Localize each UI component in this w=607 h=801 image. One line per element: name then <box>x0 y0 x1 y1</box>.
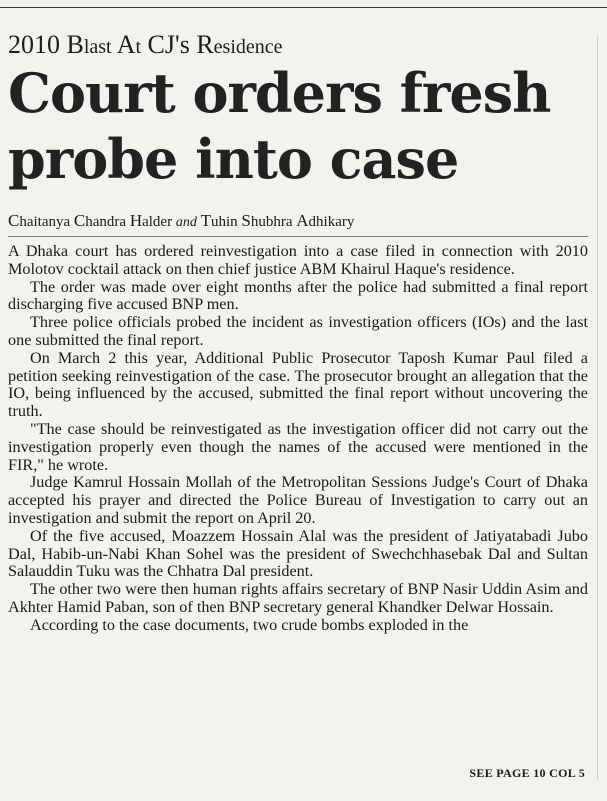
paragraph: Three police officials probed the incident as investigation officers (IOs) and the last one submitted the final report. <box>8 313 588 349</box>
kicker: 2010 Blast At CJ's Residence <box>8 30 283 59</box>
paragraph: The other two were then human rights affairs secretary of BNP Nasir Uddin Asim and Akhter Hamid Paban, son of then BNP secretary general Khandker Delwar Hossain. <box>8 580 588 616</box>
paragraph: According to the case documents, two crude bombs exploded in the <box>30 615 469 634</box>
byline-rule <box>8 236 588 237</box>
byline: Chaitanya Chandra Halder and Tuhin Shubhra Adhikary <box>8 211 355 230</box>
paragraph: The order was made over eight months after the police had submitted a final report discharging five accused BNP men. <box>8 277 588 314</box>
jump-line: SEE PAGE 10 COL 5 <box>469 766 585 780</box>
paragraph: "The case should be reinvestigated as the investigation officer did not carry out the investigation properly even though the names of the accused were mentioned in the FIR," he wrote. <box>8 419 588 474</box>
adjacent-column-edge <box>597 35 607 780</box>
article-body <box>8 243 588 635</box>
top-rule <box>0 7 607 8</box>
paragraph: A Dhaka court has ordered reinvestigation into a case filed in connection with 2010 Molotov cocktail attack on then chief justice ABM Khairul Haque's residence. <box>8 242 588 278</box>
paragraph: Judge Kamrul Hossain Mollah of the Metropolitan Sessions Judge's Court of Dhaka accepted his prayer and directed the Police Bureau of Investigation to carry out an investigation and submit the report on April 20. <box>8 473 588 527</box>
headline: Court orders fresh probe into case <box>8 61 551 191</box>
paragraph: On March 2 this year, Additional Public Prosecutor Taposh Kumar Paul filed a petition seeking reinvestigation of the case. The prosecutor brought an allegation that the IO, being influenced by the accused, submitted the final report without uncovering the truth. <box>8 348 588 421</box>
paragraph: Of the five accused, Moazzem Hossain Alal was the president of Jatiyatabadi Jubo Dal, Habib-un-Nabi Khan Sohel was the president of Swechchhasebak Dal and Sultan Salauddin Tuku was the Chhatra Dal president. <box>8 526 588 581</box>
